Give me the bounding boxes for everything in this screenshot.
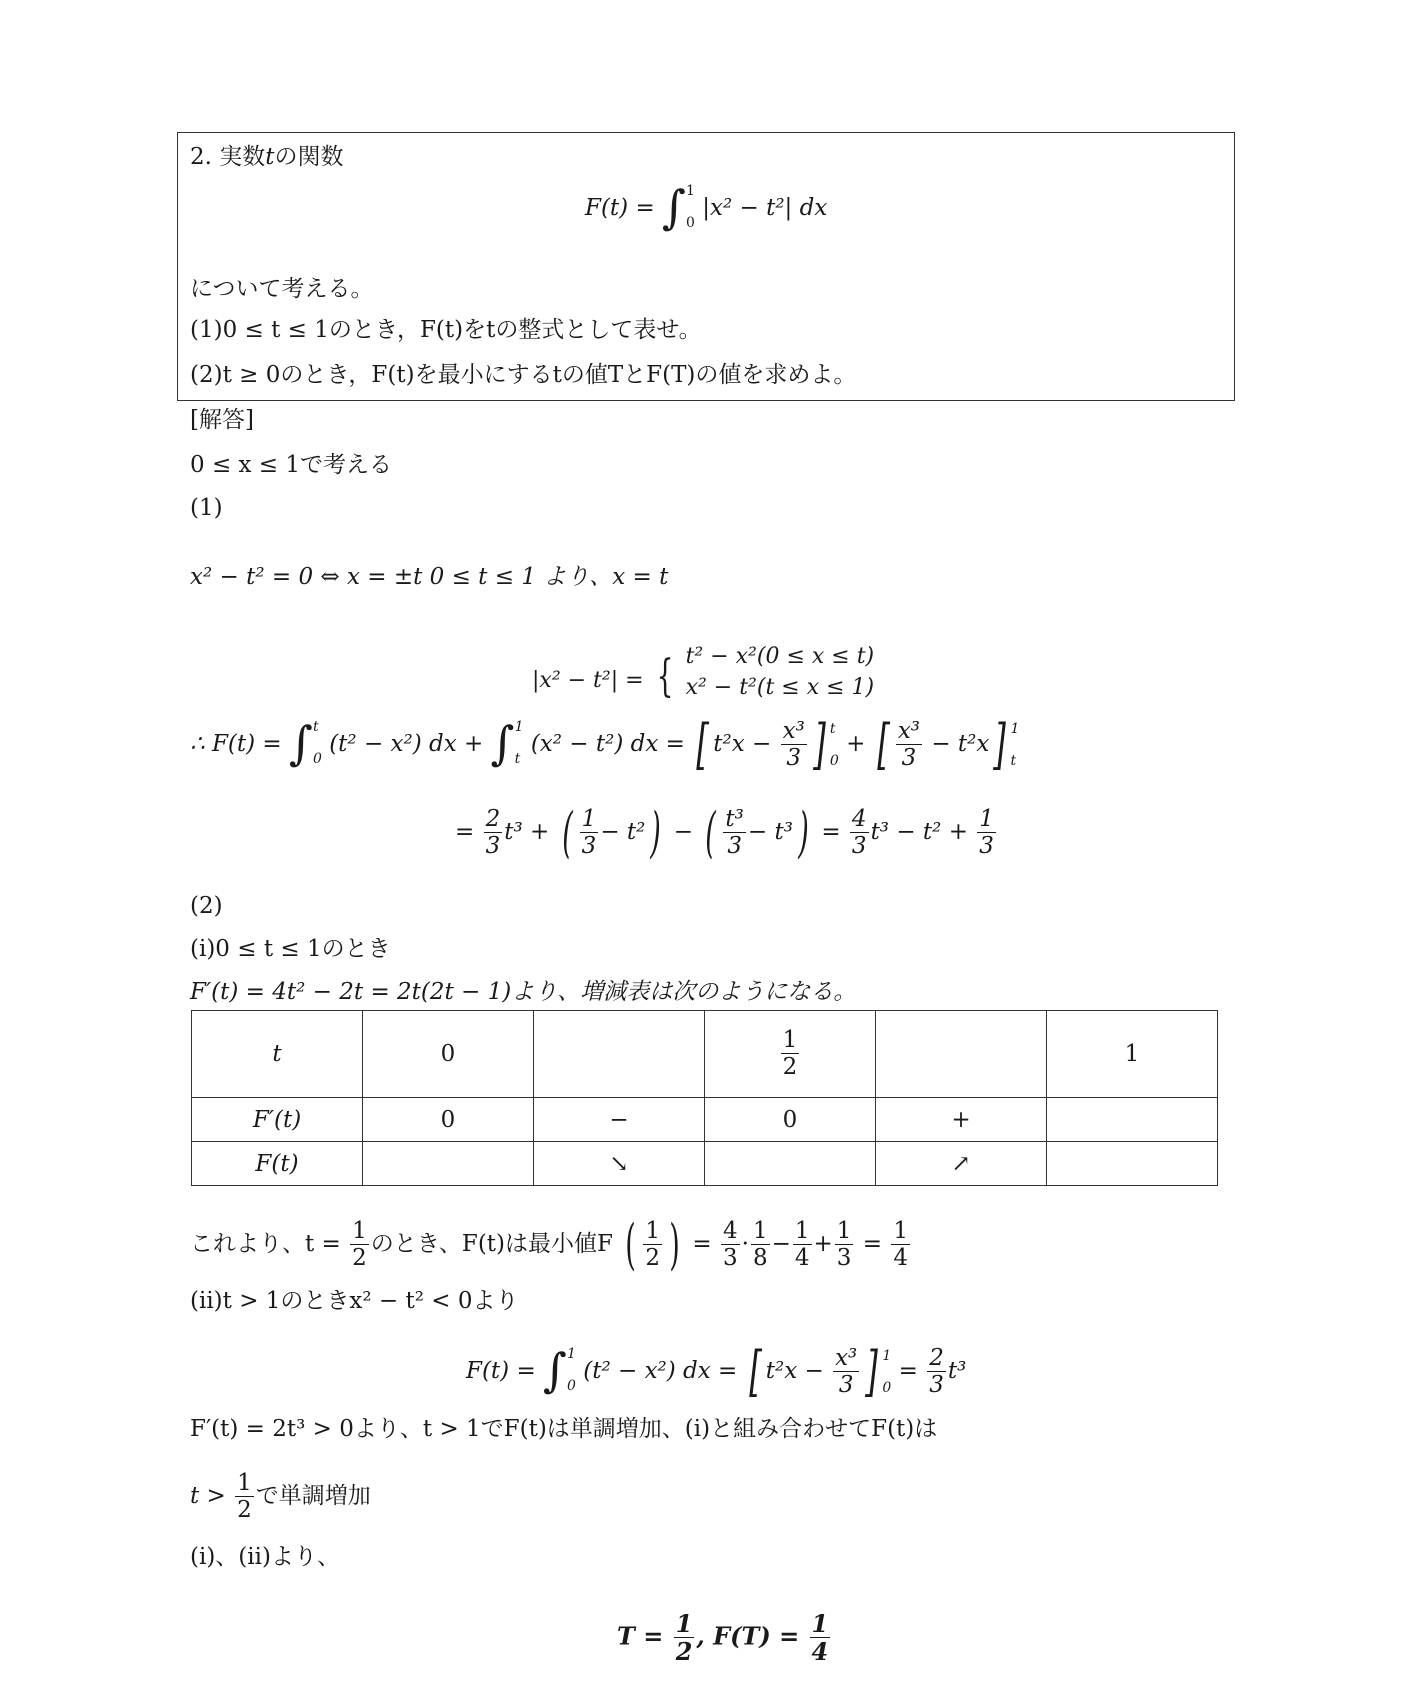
table-cell — [534, 1011, 705, 1098]
increase-decrease-table — [191, 1010, 1218, 1186]
monotone-line: F′(t) = 2t³ > 0より、t > 1でF(t)は単調増加、(ⅰ)と組み合わせてF(t)は — [190, 1416, 938, 1442]
question-1: (1)0 ≤ t ≤ 1のとき，F(t)をtの整式として表せ。 — [190, 317, 702, 343]
roots-line: x² − t² = 0 ⇔ x = ±t 0 ≤ t ≤ 1 より、x = t — [190, 564, 669, 590]
case1-label: (ⅰ)0 ≤ t ≤ 1のとき — [190, 936, 391, 962]
table-cell — [705, 1142, 876, 1186]
answer-domain: 0 ≤ x ≤ 1で考える — [190, 452, 393, 478]
table-cell: F(t) — [192, 1142, 363, 1186]
problem-box — [177, 132, 1235, 401]
monotone-line-2: t > $\frac{1}{2}$ で単調増加 — [190, 1470, 371, 1523]
table-cell — [1047, 1142, 1218, 1186]
final-answer: T = $\frac{1}{2}$ , F(T) = $\frac{1}{4}$ — [617, 1609, 829, 1666]
increase-arrow: ↗ — [876, 1142, 1047, 1186]
question-2: (2)t ≥ 0のとき，F(t)を最小にするtの値TとF(T)の値を求めよ。 — [190, 362, 857, 388]
table-cell — [1047, 1098, 1218, 1142]
function-definition: F(t) = ∫ 1 0 |x² − t²| dx — [585, 180, 828, 234]
problem-consider: について考える。 — [190, 276, 374, 302]
table-row-fprime — [192, 1098, 1218, 1142]
conclusion-pre: (ⅰ)、(ⅱ)より、 — [190, 1544, 340, 1570]
table-cell: 0 — [363, 1098, 534, 1142]
integral-line-1: ∴ F(t) = ∫ t 0 (t² − x²) dx + ∫ 1 t (x² − t²) dx = [ t²x − $\frac{\text{x³}}{3}$ ] t 0 + [ $\frac{\text{x³}}{3}$ − t²x] 1 t — [190, 713, 1020, 776]
table-cell: 1 — [1047, 1011, 1218, 1098]
table-cell: 0 — [705, 1098, 876, 1142]
table-cell: t — [192, 1011, 363, 1098]
integral-line-2: = $\frac{2}{3}$ t³ + ( $\frac{1}{3}$ − t²) − ( $\frac{\text{t³}}{3}$ − t³) = $\frac{4}{3}$ t³ − t² + $\frac{1}{3}$ — [455, 801, 994, 864]
case2-integral: F(t) = ∫ 1 0 (t² − x²) dx = [ t²x − $\frac{\text{x³}}{3}$ ] 1 0 = $\frac{2}{3}$ t³ — [466, 1340, 967, 1403]
part1-label: (1) — [190, 495, 223, 521]
derivative-line: F′(t) = 4t² − 2t = 2t(2t − 1)より、増減表は次のようになる。 — [190, 979, 857, 1005]
part2-label: (2) — [190, 893, 223, 919]
answer-label: [解答] — [190, 407, 254, 433]
abs-value-cases: |x² − t²| = { t² − x²(0 ≤ x ≤ t) x² − t²(t ≤ x ≤ 1) — [532, 644, 875, 702]
table-cell-half: $\frac{1}{2}$ — [705, 1011, 876, 1098]
table-cell: + — [876, 1098, 1047, 1142]
minimum-line: これより、t = $\frac{1}{2}$ のとき、F(t)は最小値F ( $\frac{1}{2}$ ) = $\frac{4}{3}$ · $\frac{1}{8}$ − $\frac{1}{4}$ + $\frac{1}{3}$ = $\frac{1}{4}$ — [190, 1213, 908, 1276]
table-cell — [876, 1011, 1047, 1098]
problem-heading: 2. 実数tの関数 — [190, 144, 344, 170]
table-cell — [363, 1142, 534, 1186]
table-cell: F′(t) — [192, 1098, 363, 1142]
table-cell: 0 — [363, 1011, 534, 1098]
table-row-f — [192, 1142, 1218, 1186]
table-cell: − — [534, 1098, 705, 1142]
decrease-arrow: ↘ — [534, 1142, 705, 1186]
table-row-t — [192, 1011, 1218, 1098]
case2-label: (ⅱ)t > 1のときx² − t² < 0より — [190, 1288, 519, 1314]
